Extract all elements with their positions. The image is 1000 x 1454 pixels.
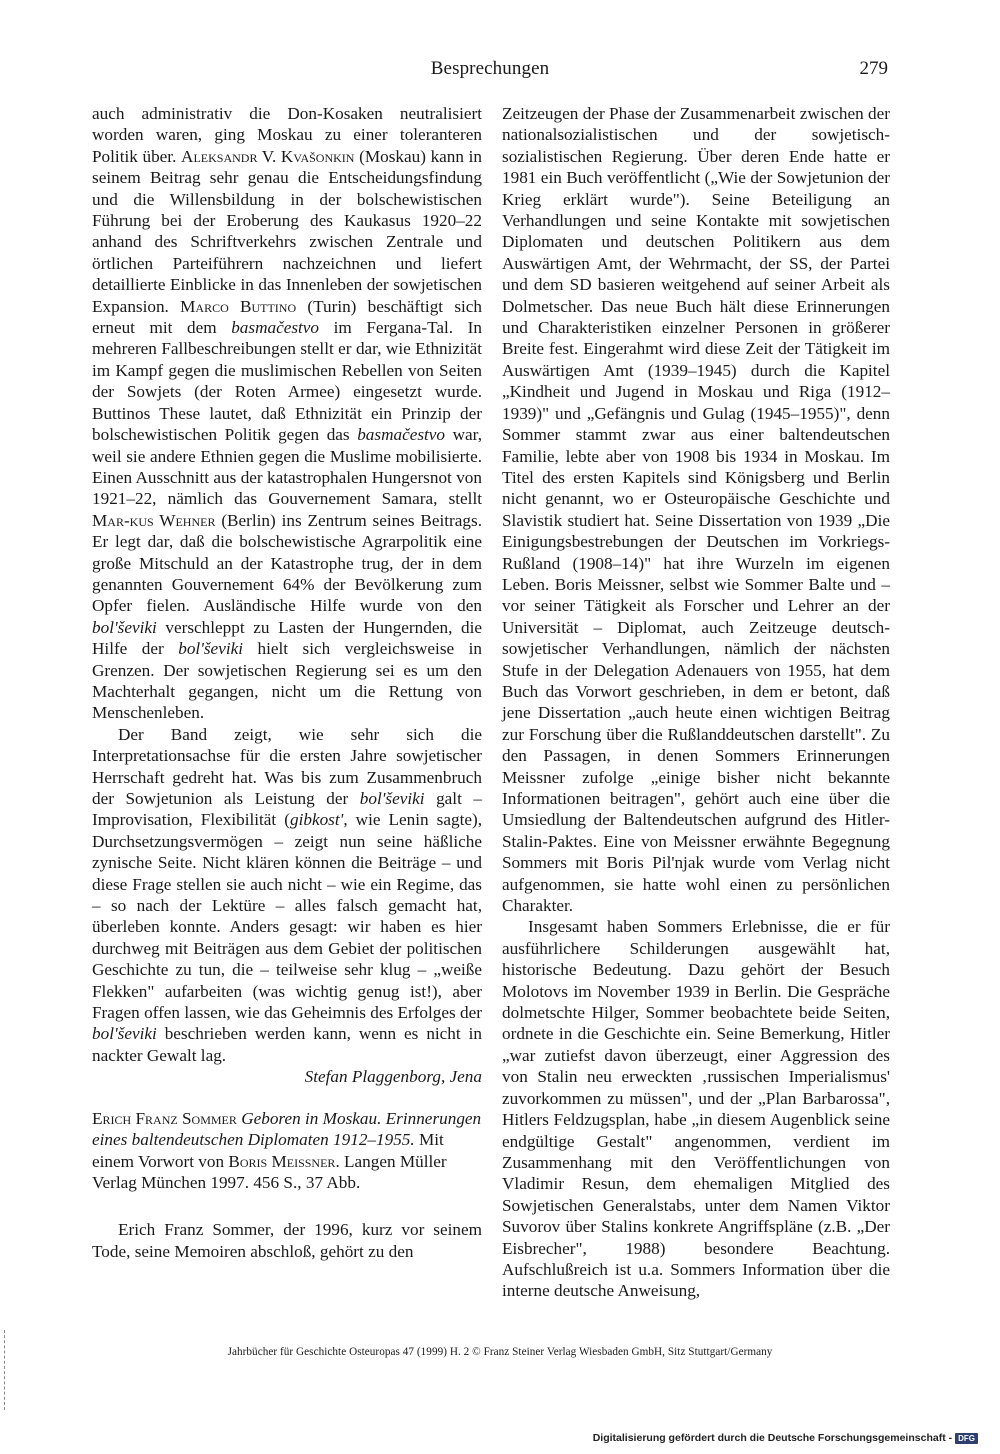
author-name: Marco Buttino [180, 296, 297, 316]
term: gibkost' [289, 810, 344, 830]
book-title: Geboren in Moskau. Erinnerungen eines baltendeutschen Diplomaten 1912–1955. [92, 1108, 482, 1150]
running-title: Besprechungen [430, 58, 550, 79]
reviewer-signature: Stefan Plaggenborg, Jena [304, 1067, 482, 1087]
term: basmačestvo [231, 318, 320, 338]
body-paragraph: Der Band zeigt, wie sehr sich die Interpretationsachse für die ersten Jahre sowjetischer Herrschaft gedreht hat. Was bis zum Zusammenbruch der Sowjetunion als Leistung der bol'ševiki galt – Improvisation, Flexibilität (gibkost', wie Lenin sagte), Durchsetzungsvermögen – zeigt nun seine häßliche zynische Seite. Nicht klären können die Beiträge – und diese Frage stellen sie auch nicht – wie ein Regime, das – so nach der Lektüre – alles falsch gemacht hat, überleben konnte. Anders gesagt: wir haben es hier durchweg mit Beiträgen aus dem Gebiet der politischen Geschichte zu tun, die – teilweise sehr klug – „weiße Flekken" aufarbeiten (was wichtig genug ist!), aber Fragen offen lassen, wie das Geheimnis des Erfolges der bol'ševiki beschrieben werden kann, wenn es nicht in nackter Gewalt lag. [92, 724, 482, 1065]
digitization-note: Digitalisierung gefördert durch die Deutsche Forschungsgemeinschaft - DFG [593, 1432, 978, 1444]
preface-author: Boris Meissner [228, 1151, 336, 1171]
page-number: 279 [859, 58, 888, 79]
body-paragraph: Erich Franz Sommer, der 1996, kurz vor seinem Tode, seine Memoiren abschloß, gehört zu den [92, 1220, 482, 1261]
dfg-logo: DFG [955, 1433, 978, 1444]
right-column [502, 103, 890, 1302]
running-head [92, 58, 888, 84]
scan-margin-marks [4, 1330, 7, 1410]
book-author: Erich Franz Sommer [92, 1108, 237, 1128]
term: bol'ševiki [92, 1024, 157, 1044]
term: basmačestvo [357, 425, 446, 445]
body-paragraph: auch administrativ die Don-Kosaken neutralisiert worden waren, ging Moskau zu einer toleranteren Politik über. Aleksandr V. Kvašonkin (Moskau) kann in seinem Beitrag sehr genau die Entscheidungsfindung und die Willensbildung in der bolschewistischen Führung bei der Eroberung des Kaukasus 1920–22 anhand des Schriftverkehrs zwischen Zentrale und örtlichen Parteiführern nachzeichnen und liefert detaillierte Einblicke in das Innenleben der sowjetischen Expansion. Marco Buttino (Turin) beschäftigt sich erneut mit dem basmačestvo im Fergana-Tal. In mehreren Fallbeschreibungen stellt er dar, wie Ethnizität im Kampf gegen die muslimischen Rebellen von Seiten der Sowjets (der Roten Armee) eingesetzt wurde. Buttinos These lautet, daß Ethnizität ein Prinzip der bolschewistischen Politik gegen das basmačestvo war, weil sie andere Ethnien gegen die Muslime mobilisierte. Einen Ausschnitt aus der katastrophalen Hungersnot von 1921–22, nämlich das Gouvernement Samara, stellt Mar-kus Wehner (Berlin) ins Zentrum seines Beitrags. Er legt dar, daß die bolschewistische Agrarpolitik eine große Mitschuld an der Katastrophe trug, der in dem genannten Gouvernement 64% der Bevölkerung zum Opfer fielen. Ausländische Hilfe wurde von den bol'ševiki verschleppt zu Lasten der Hungernden, die Hilfe der bol'ševiki hielt sich vergleichsweise in Grenzen. Der sowjetischen Regierung sei es um den Machterhalt gegangen, nicht um die Rettung von Menschenleben. [92, 104, 483, 723]
footer-citation: Jahrbücher für Geschichte Osteuropas 47 (1999) H. 2 © Franz Steiner Verlag Wiesbaden GmbH, Sitz Stuttgart/Germany [227, 1346, 773, 1358]
author-name: Mar-kus Wehner [92, 510, 216, 530]
term: bol'ševiki [359, 789, 425, 808]
left-column [92, 103, 482, 1262]
body-paragraph: Insgesamt haben Sommers Erlebnisse, die er für ausführlichere Schilderungen ausgewählt hat, historische Bedeutung. Dazu gehört der Besuch Molotovs im November 1939 in Berlin. Die Gespräche dolmetschte Hilger, Sommer beobachtete beide Seiten, ordnete in die Geschichte ein. Seine Bemerkung, Hitler „war zutiefst davon überzeugt, einer Aggression des von Stalin neu erweckten ‚russischen Imperialismus' zuvorkommen zu müssen", und der „Plan Barbarossa", Hitlers Feldzugsplan, habe „in diesem Augenblick seine endgültige Gestalt" angenommen, verdient im Zusammenhang mit den Veröffentlichungen von Vladimir Resun, dem ehemaligen Mitglied des Sowjetischen Generalstabs, unter dem Namen Viktor Suvorov über Stalins konkrete Angriffspläne (z.B. „Der Eisbrecher", 1988) besondere Beachtung. Aufschlußreich ist u.a. Sommers Information über die interne deutsche Anweisung, [502, 917, 890, 1301]
body-paragraph: Zeitzeugen der Phase der Zusammenarbeit zwischen der nationalsozialistischen und der sowjetisch-sozialistischen Regierung. Über deren Ende hatte er 1981 ein Buch veröffentlicht („Wie der Sowjetunion der Krieg erklärt wurde"). Seine Beteiligung an Verhandlungen und seine Kontakte mit sowjetischen Diplomaten und deutschen Politikern aus dem Auswärtigen Amt, der Wehrmacht, der SS, der Partei und dem SD basieren weitgehend auf seiner Arbeit als Dolmetscher. Das neue Buch hält diese Erinnerungen und Charakteristiken einzelner Personen in größerer Breite fest. Eingerahmt wird diese Zeit der Tätigkeit im Auswärtigen Amt (1939–1945) durch die Kapitel „Kindheit und Jugend in Moskau und Riga (1912–1939)" und „Gefängnis und Gulag (1945–1955)", denn Sommer stammt zwar aus einer baltendeutschen Familie, lebte aber von 1908 bis 1934 in Moskau. Im Titel des ersten Kapitels sind Königsberg und Berlin nicht genannt, wo er Osteuropäische Geschichte und Slavistik studiert hat. Seine Dissertation von 1939 „Die Einigungsbestrebungen der Deutschen im Vorkriegs-Rußland (1908–14)" hat ihre Wurzeln im eigenen Leben. Boris Meissner, selbst wie Sommer Balte und – vor seiner Tätigkeit als Forscher und Lehrer an der Universität – Diplomat, auch Zeitzeuge deutsch-sowjetischer Verhandlungen, nämlich der nächsten Stufe in der Delegation Adenauers von 1955, hat dem Buch das Vorwort geschrieben, in dem er betont, daß jene Dissertation „auch heute einen wichtigen Beitrag zur Forschung über die Rußlanddeutschen darstellt". Zu den Passagen, in denen Sommers Erinnerungen Meissner zufolge „einige bisher nicht bekannte Informationen beitragen", gehört auch eine über die Umsiedlung der Baltendeutschen aufgrund des Hitler-Stalin-Paktes. Eine von Meissner erwähnte Begegnung Sommers mit Boris Pil'njak wurde vom Verlag nicht aufgenommen, sie hatte wohl einen zu persönlichen Charakter. [502, 104, 890, 916]
author-name: Aleksandr V. Kvašonkin [181, 146, 355, 166]
book-heading: Erich Franz Sommer Geboren in Moskau. Erinnerungen eines baltendeutschen Diplomaten 1912–1955. Mit einem Vorwort von Boris Meissner. Langen Müller Verlag München 1997. 456 S., 37 Abb. [92, 1108, 482, 1192]
term: bol'ševiki [178, 639, 243, 659]
term: bol'ševiki [92, 617, 157, 637]
